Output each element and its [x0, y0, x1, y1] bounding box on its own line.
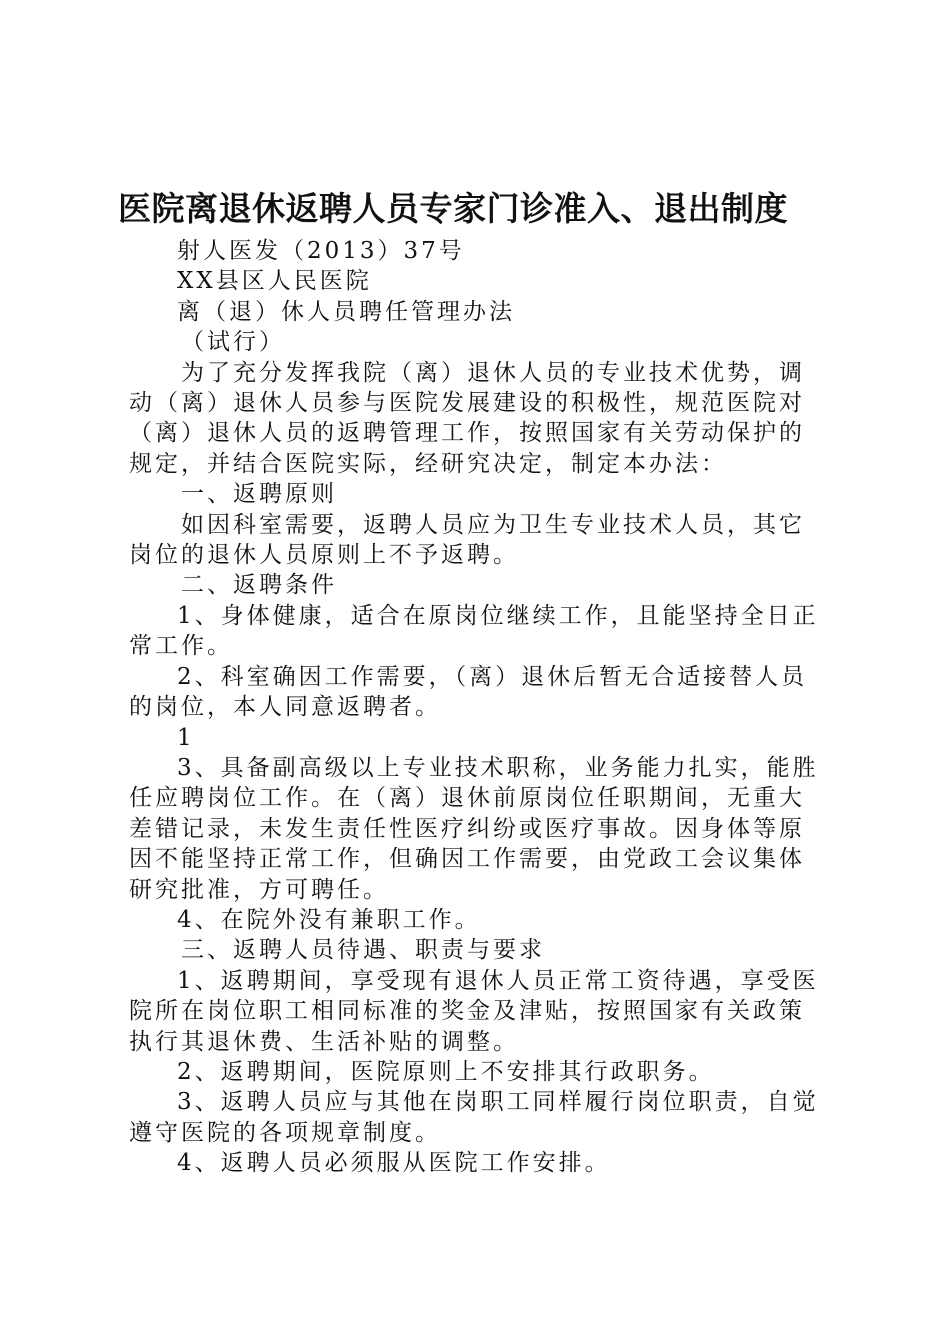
- trial-note: （试行）: [181, 329, 285, 356]
- document-title: 医院离退休返聘人员专家门诊准入、退出制度: [118, 189, 788, 228]
- page-number: 1: [177, 724, 195, 751]
- section-heading: 二、返聘条件: [181, 572, 337, 599]
- list-item: 1、身体健康，适合在原岗位继续工作，且能坚持全日正常工作。: [129, 602, 819, 660]
- list-item: 4、返聘人员必须服从医院工作安排。: [177, 1150, 611, 1177]
- list-item: 2、科室确因工作需要，（离）退休后暂无合适接替人员的岗位，本人同意返聘者。: [129, 663, 808, 721]
- document-body: [129, 236, 829, 1179]
- document-number: 射人医发（2013）37号: [177, 238, 465, 264]
- intro-paragraph: 为了充分发挥我院（离）退休人员的专业技术优势，调动（离）退休人员参与医院发展建设的积极性，规范医院对（离）退休人员的返聘管理工作，按照国家有关劳动保护的规定，并结合医院实际，经研究决定，制定本办法：: [129, 359, 805, 477]
- list-item: 4、在院外没有兼职工作。: [177, 906, 481, 933]
- hospital-name: XX县区人民医院: [177, 268, 372, 295]
- section-heading: 一、返聘原则: [181, 481, 337, 508]
- section-heading: 三、返聘人员待遇、职责与要求: [181, 937, 545, 964]
- document-subtitle: 离（退）休人员聘任管理办法: [177, 298, 515, 325]
- list-item: 1、返聘期间，享受现有退休人员正常工资待遇，享受医院所在岗位职工相同标准的奖金及津贴，按照国家有关政策执行其退休费、生活补贴的调整。: [129, 967, 819, 1055]
- paragraph: 如因科室需要，返聘人员应为卫生专业技术人员，其它岗位的退休人员原则上不予返聘。: [129, 511, 805, 569]
- list-item: 3、具备副高级以上专业技术职称，业务能力扎实，能胜任应聘岗位工作。在（离）退休前原岗位任职期间，无重大差错记录，未发生责任性医疗纠纷或医疗事故。因身体等原因不能坚持正常工作，但确因工作需要，由党政工会议集体研究批准，方可聘任。: [129, 754, 819, 903]
- list-item: 3、返聘人员应与其他在岗职工同样履行岗位职责，自觉遵守医院的各项规章制度。: [129, 1089, 819, 1146]
- list-item: 2、返聘期间，医院原则上不安排其行政职务。: [177, 1058, 715, 1085]
